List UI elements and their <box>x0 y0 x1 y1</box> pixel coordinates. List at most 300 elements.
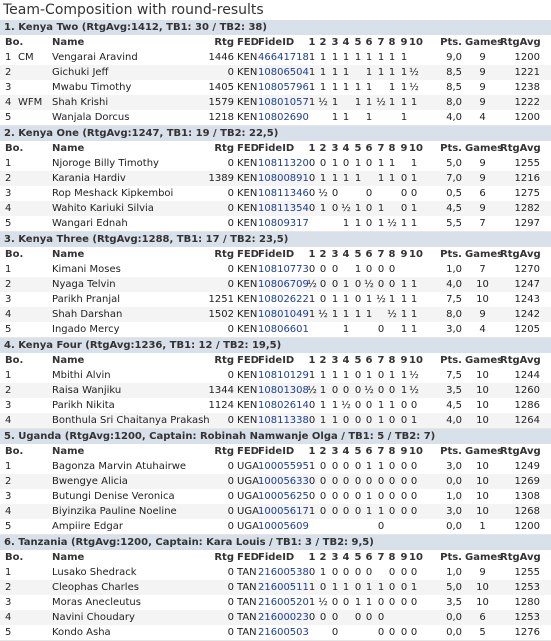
round-result: 0 <box>388 567 396 578</box>
col-round: 8 <box>388 446 396 457</box>
col-round: 10 <box>409 552 423 563</box>
player-rating: 0 <box>227 370 234 381</box>
player-name: Nyaga Telvin <box>52 279 116 290</box>
player-games: 4 <box>479 112 486 123</box>
round-result: 1 <box>365 491 373 502</box>
col-fideid: FideID <box>258 37 295 48</box>
player-points: 8,0 <box>446 309 462 320</box>
round-result: 1 <box>410 309 418 320</box>
fide-id-link[interactable]: 10005595 <box>258 461 309 472</box>
team-block <box>0 429 551 535</box>
fide-id-link[interactable]: 21600520 <box>258 597 309 608</box>
round-result: 1 <box>319 400 327 411</box>
round-result: 0 <box>410 400 418 411</box>
round-result: 1 <box>377 506 385 517</box>
player-rating: 0 <box>227 324 234 335</box>
round-result: 0 <box>331 476 339 487</box>
player-games: 10 <box>476 582 489 593</box>
player-name: Moras Anecleutus <box>52 597 141 608</box>
round-result: ½ <box>364 385 374 396</box>
round-result: 0 <box>354 400 362 411</box>
round-result: 1 <box>331 97 339 108</box>
col-round: 10 <box>409 446 423 457</box>
round-result: 1 <box>354 264 362 275</box>
round-result: 1 <box>342 82 350 93</box>
player-games: 10 <box>476 506 489 517</box>
round-result: 1 <box>365 597 373 608</box>
round-result: 1 <box>342 582 350 593</box>
table-row <box>0 201 551 216</box>
round-result: 0 <box>410 461 418 472</box>
round-result: 0 <box>400 506 408 517</box>
round-result: 1 <box>400 112 408 123</box>
round-result: 0 <box>400 582 408 593</box>
round-result: 1 <box>410 203 418 214</box>
player-points: 4,5 <box>446 203 462 214</box>
column-header-row <box>0 247 551 262</box>
round-result: 1 <box>354 97 362 108</box>
fide-id-link[interactable]: 10801049 <box>258 309 309 320</box>
col-fed: FED <box>237 249 259 260</box>
player-federation: KEN <box>237 324 258 335</box>
col-round: 10 <box>409 249 423 260</box>
round-result: 1 <box>331 309 339 320</box>
round-result: 0 <box>365 612 373 623</box>
round-result: 1 <box>365 82 373 93</box>
player-rtgavg: 1222 <box>514 97 540 108</box>
player-rating: 0 <box>227 521 234 532</box>
table-row <box>0 95 551 110</box>
round-result: 0 <box>331 627 339 638</box>
col-name: Name <box>52 143 85 154</box>
table-row <box>0 80 551 95</box>
round-result: 1 <box>400 218 408 229</box>
player-points: 1,0 <box>446 491 462 502</box>
table-row <box>0 595 551 610</box>
board-number: 2 <box>5 173 12 184</box>
player-points: 3,5 <box>446 597 462 608</box>
board-number: 4 <box>5 612 12 623</box>
col-round: 9 <box>400 446 408 457</box>
player-federation: KEN <box>237 188 258 199</box>
player-name: Karania Hardiv <box>52 173 126 184</box>
table-row <box>0 110 551 125</box>
round-result: 1 <box>410 158 418 169</box>
col-name: Name <box>52 355 85 366</box>
round-result: 0 <box>319 476 327 487</box>
col-round: 6 <box>365 355 373 366</box>
table-row <box>0 474 551 489</box>
round-result: ½ <box>307 279 317 290</box>
round-result: 0 <box>354 612 362 623</box>
round-result: 1 <box>319 415 327 426</box>
player-rtgavg: 1264 <box>514 415 540 426</box>
round-result: 0 <box>308 612 316 623</box>
round-result: 0 <box>319 582 327 593</box>
player-rtgavg: 1282 <box>514 203 540 214</box>
round-result: 1 <box>331 158 339 169</box>
board-number: 5 <box>5 112 12 123</box>
player-name: Ampiire Edgar <box>52 521 123 532</box>
round-result: 0 <box>331 567 339 578</box>
player-federation: KEN <box>237 309 258 320</box>
player-games: 9 <box>479 203 486 214</box>
fide-id-link[interactable]: 10811338 <box>258 415 309 426</box>
round-result: 0 <box>365 264 373 275</box>
fide-id-link[interactable]: 10805796 <box>258 82 309 93</box>
fide-id-link[interactable]: 10806601 <box>258 324 309 335</box>
player-points: 0,0 <box>446 521 462 532</box>
board-number: 2 <box>5 67 12 78</box>
player-name: Shah Darshan <box>52 309 123 320</box>
round-result: 1 <box>410 97 418 108</box>
fide-id-link[interactable]: 10005625 <box>258 491 309 502</box>
round-result: 1 <box>354 82 362 93</box>
player-games: 10 <box>476 279 489 290</box>
round-result: 0 <box>342 385 350 396</box>
player-name: Kimani Moses <box>52 264 121 275</box>
player-rtgavg: 1253 <box>514 612 540 623</box>
col-round: 5 <box>354 446 362 457</box>
table-row <box>0 610 551 625</box>
col-round: 6 <box>365 249 373 260</box>
round-result: 0 <box>365 203 373 214</box>
round-result: 0 <box>410 491 418 502</box>
round-result: 0 <box>342 506 350 517</box>
round-result: 1 <box>354 158 362 169</box>
col-games: Games <box>465 143 504 154</box>
round-result: 0 <box>342 491 350 502</box>
player-games: 9 <box>479 309 486 320</box>
round-result: 0 <box>388 461 396 472</box>
fide-id-link[interactable]: 10801308 <box>258 385 309 396</box>
table-row <box>0 625 551 640</box>
round-result: ½ <box>409 385 419 396</box>
fide-id-link[interactable]: 10810773 <box>258 264 309 275</box>
col-fed: FED <box>237 446 259 457</box>
round-result: 0 <box>388 476 396 487</box>
player-games: 10 <box>476 461 489 472</box>
round-result: 0 <box>354 385 362 396</box>
round-result: 0 <box>388 506 396 517</box>
team-composition-table <box>0 20 551 641</box>
player-federation: TAN <box>237 627 257 638</box>
round-result: 0 <box>400 491 408 502</box>
fide-id-link[interactable]: 10806504 <box>258 67 309 78</box>
board-number: 2 <box>5 582 12 593</box>
table-row <box>0 277 551 292</box>
col-round: 6 <box>365 143 373 154</box>
round-result: 0 <box>354 461 362 472</box>
player-rating: 0 <box>227 476 234 487</box>
round-result: 0 <box>388 415 396 426</box>
player-points: 0,0 <box>446 476 462 487</box>
player-points: 4,0 <box>446 279 462 290</box>
round-result: 1 <box>388 370 396 381</box>
round-result: 1 <box>331 112 339 123</box>
round-result: 1 <box>388 97 396 108</box>
fide-id-link[interactable]: 10800891 <box>258 173 309 184</box>
player-federation: TAN <box>237 612 257 623</box>
col-bo: Bo. <box>5 37 24 48</box>
round-result: 0 <box>319 158 327 169</box>
round-result: 1 <box>388 173 396 184</box>
round-result: 1 <box>331 370 339 381</box>
player-federation: KEN <box>237 279 258 290</box>
fide-id-link[interactable]: 10005633 <box>258 476 309 487</box>
round-result: 1 <box>331 82 339 93</box>
round-result: 0 <box>331 461 339 472</box>
player-name: Kondo Asha <box>52 627 111 638</box>
round-result: 0 <box>400 597 408 608</box>
player-games: 6 <box>479 188 486 199</box>
round-result: 0 <box>354 279 362 290</box>
round-result: 1 <box>342 309 350 320</box>
round-result: 1 <box>354 173 362 184</box>
player-rtgavg: 1244 <box>514 370 540 381</box>
player-rtgavg: 1255 <box>514 158 540 169</box>
player-games: 10 <box>476 597 489 608</box>
col-round: 5 <box>354 37 362 48</box>
round-result: 0 <box>388 627 396 638</box>
round-result: 0 <box>410 506 418 517</box>
fide-id-link[interactable]: 46641718 <box>258 52 309 63</box>
player-federation: UGA <box>237 506 259 517</box>
player-rating: 0 <box>227 597 234 608</box>
player-rows <box>0 156 551 231</box>
col-round: 5 <box>354 355 362 366</box>
player-rtgavg: 1276 <box>514 627 540 638</box>
player-points: 5,0 <box>446 158 462 169</box>
col-pts: Pts. <box>440 37 462 48</box>
round-result: 0 <box>354 370 362 381</box>
player-name: Ingado Mercy <box>52 324 120 335</box>
round-result: 0 <box>308 400 316 411</box>
table-row <box>0 322 551 337</box>
table-row <box>0 519 551 534</box>
round-result: 0 <box>319 279 327 290</box>
player-rtgavg: 1247 <box>514 279 540 290</box>
player-points: 8,0 <box>446 97 462 108</box>
round-result: 0 <box>308 264 316 275</box>
player-name: Parikh Pranjal <box>52 294 121 305</box>
round-result: 1 <box>388 67 396 78</box>
fide-id-link[interactable]: 10811320 <box>258 158 309 169</box>
round-result: 1 <box>410 415 418 426</box>
player-name: Bwengye Alicia <box>52 476 128 487</box>
round-result: 1 <box>354 597 362 608</box>
fide-id-link[interactable]: 21600503 <box>258 627 309 638</box>
col-round: 6 <box>365 552 373 563</box>
col-round: 9 <box>400 143 408 154</box>
round-result: 0 <box>400 627 408 638</box>
round-result: 1 <box>365 461 373 472</box>
team-header: 2. Kenya One (RtgAvg:1247, TB1: 19 / TB2: 22,5) <box>0 126 551 141</box>
player-name: Vengarai Aravind <box>52 52 138 63</box>
player-federation: UGA <box>237 521 259 532</box>
player-rating: 0 <box>227 567 234 578</box>
fide-id-link[interactable]: 10005617 <box>258 506 309 517</box>
round-result: 1 <box>400 309 408 320</box>
player-points: 7,5 <box>446 294 462 305</box>
round-result: 0 <box>308 415 316 426</box>
player-games: 4 <box>479 324 486 335</box>
round-result: 1 <box>354 309 362 320</box>
player-rtgavg: 1200 <box>514 112 540 123</box>
table-row <box>0 368 551 383</box>
player-games: 9 <box>479 82 486 93</box>
fide-id-link[interactable]: 10811346 <box>258 188 309 199</box>
board-number: 4 <box>5 97 12 108</box>
player-games: 9 <box>479 52 486 63</box>
player-name: Butungi Denise Veronica <box>52 491 175 502</box>
table-row <box>0 398 551 413</box>
player-name: Wahito Kariuki Silvia <box>52 203 154 214</box>
player-federation: UGA <box>237 491 259 502</box>
round-result: 0 <box>319 506 327 517</box>
round-result: 0 <box>331 279 339 290</box>
fide-id-link[interactable]: 10802614 <box>258 400 309 411</box>
table-row <box>0 262 551 277</box>
col-name: Name <box>52 552 85 563</box>
fide-id-link[interactable]: 10005609 <box>258 521 309 532</box>
col-games: Games <box>465 446 504 457</box>
round-result: 0 <box>377 264 385 275</box>
col-fed: FED <box>237 143 259 154</box>
col-round: 5 <box>354 249 362 260</box>
fide-id-link[interactable]: 10809317 <box>258 218 309 229</box>
board-number: 4 <box>5 415 12 426</box>
round-result: 1 <box>331 67 339 78</box>
player-points: 7,0 <box>446 173 462 184</box>
fide-id-link[interactable]: 10811354 <box>258 203 309 214</box>
round-result: 0 <box>377 521 385 532</box>
fide-id-link[interactable]: 10806709 <box>258 279 309 290</box>
player-rtgavg: 1200 <box>514 521 540 532</box>
round-result: 1 <box>319 82 327 93</box>
player-rtgavg: 1269 <box>514 476 540 487</box>
col-round: 7 <box>377 249 385 260</box>
player-points: 8,5 <box>446 67 462 78</box>
player-federation: KEN <box>237 264 258 275</box>
col-round: 2 <box>319 143 327 154</box>
col-bo: Bo. <box>5 249 24 260</box>
player-rtgavg: 1221 <box>514 67 540 78</box>
round-result: 1 <box>410 324 418 335</box>
round-result: 1 <box>342 112 350 123</box>
col-rtgavg: RtgAvg <box>500 552 541 563</box>
round-result: 0 <box>388 597 396 608</box>
round-result: 0 <box>308 567 316 578</box>
fide-id-link[interactable]: 10810129 <box>258 370 309 381</box>
round-result: 1 <box>400 67 408 78</box>
fide-id-link[interactable]: 10802622 <box>258 294 309 305</box>
player-rating: 0 <box>227 279 234 290</box>
player-rating: 0 <box>227 506 234 517</box>
round-result: 1 <box>377 461 385 472</box>
player-rtgavg: 1260 <box>514 385 540 396</box>
player-rtgavg: 1275 <box>514 188 540 199</box>
board-number: 3 <box>5 82 12 93</box>
col-round: 3 <box>331 355 339 366</box>
team-header: 4. Kenya Four (RtgAvg:1236, TB1: 12 / TB2: 19,5) <box>0 338 551 353</box>
round-result: 1 <box>308 67 316 78</box>
player-name: Cleophas Charles <box>52 582 139 593</box>
col-round: 6 <box>365 37 373 48</box>
fide-id-link[interactable]: 21600511 <box>258 582 309 593</box>
round-result: ½ <box>318 188 328 199</box>
col-round: 10 <box>409 355 423 366</box>
round-result: 0 <box>331 385 339 396</box>
round-result: 1 <box>308 461 316 472</box>
table-row <box>0 50 551 65</box>
player-rtgavg: 1216 <box>514 173 540 184</box>
board-number: 3 <box>5 491 12 502</box>
round-result: 1 <box>319 567 327 578</box>
round-result: 0 <box>377 491 385 502</box>
player-games: 10 <box>476 385 489 396</box>
team-block <box>0 126 551 232</box>
board-number: 1 <box>5 567 12 578</box>
round-result: 0 <box>410 567 418 578</box>
round-result: 0 <box>410 188 418 199</box>
round-result: 0 <box>354 567 362 578</box>
round-result: 0 <box>365 400 373 411</box>
round-result: 0 <box>400 173 408 184</box>
col-round: 7 <box>377 143 385 154</box>
round-result: 1 <box>308 97 316 108</box>
round-result: 0 <box>331 188 339 199</box>
round-result: 1 <box>388 400 396 411</box>
fide-id-link[interactable]: 21600538 <box>258 567 309 578</box>
player-federation: KEN <box>237 294 258 305</box>
round-result: ½ <box>364 279 374 290</box>
round-result: ½ <box>376 97 386 108</box>
col-round: 3 <box>331 37 339 48</box>
col-round: 1 <box>308 552 316 563</box>
team-header: 5. Uganda (RtgAvg:1200, Captain: Robinah Namwanje Olga / TB1: 5 / TB2: 7) <box>0 429 551 444</box>
col-name: Name <box>52 446 85 457</box>
round-result: 0 <box>365 158 373 169</box>
fide-id-link[interactable]: 10802690 <box>258 112 309 123</box>
round-result: 1 <box>308 597 316 608</box>
round-result: 1 <box>342 324 350 335</box>
fide-id-link[interactable]: 21600023 <box>258 612 309 623</box>
round-result: 1 <box>377 218 385 229</box>
fide-id-link[interactable]: 10801057 <box>258 97 309 108</box>
player-name: Biyinzika Pauline Noeline <box>52 506 177 517</box>
table-row <box>0 504 551 519</box>
board-number: 1 <box>5 264 12 275</box>
board-number: 3 <box>5 294 12 305</box>
player-games: 10 <box>476 415 489 426</box>
player-rating: 1344 <box>208 385 234 396</box>
col-round: 7 <box>377 446 385 457</box>
round-result: 0 <box>400 415 408 426</box>
round-result: 0 <box>331 491 339 502</box>
player-name: Wangari Ednah <box>52 218 128 229</box>
col-round: 4 <box>342 143 350 154</box>
round-result: 1 <box>388 82 396 93</box>
player-points: 5,0 <box>446 582 462 593</box>
round-result: 0 <box>308 188 316 199</box>
col-games: Games <box>465 37 504 48</box>
col-round: 7 <box>377 37 385 48</box>
round-result: 0 <box>377 370 385 381</box>
col-round: 4 <box>342 355 350 366</box>
round-result: 1 <box>308 52 316 63</box>
player-rtgavg: 1249 <box>514 461 540 472</box>
